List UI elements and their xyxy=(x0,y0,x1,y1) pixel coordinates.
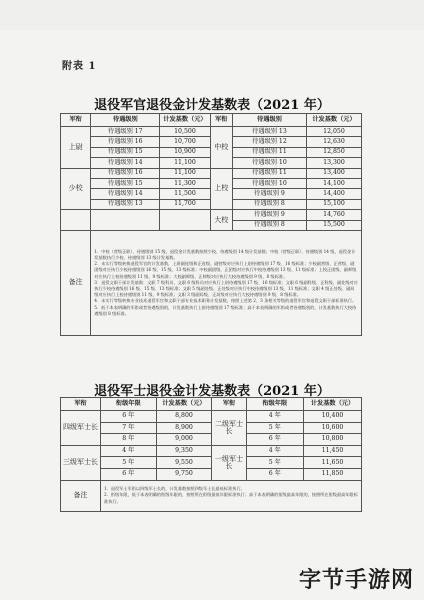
notes-label: 备注 xyxy=(61,480,101,511)
amount-cell: 11,650 xyxy=(304,457,362,469)
amount-cell: 14,100 xyxy=(306,178,361,188)
header-cell: 待遇级别 xyxy=(91,114,160,127)
amount-cell: 14,400 xyxy=(306,189,361,199)
level-cell: 待遇级别 10 xyxy=(233,178,307,188)
rank-cell: 中校 xyxy=(210,127,233,169)
table-row xyxy=(61,168,362,178)
amount-cell: 8,900 xyxy=(156,422,212,434)
rank-cell: 三级军士长 xyxy=(61,445,101,480)
officer-table xyxy=(60,113,362,336)
level-cell: 待遇级别 14 xyxy=(91,158,160,168)
level-cell: 待遇级别 8 xyxy=(233,199,307,209)
rank-cell: 一级军士长 xyxy=(212,445,246,480)
years-cell: 6 年 xyxy=(246,434,303,446)
years-cell: 8 年 xyxy=(101,434,157,446)
years-cell: 4 年 xyxy=(101,445,157,457)
header-cell: 计发基数（元） xyxy=(304,398,362,411)
amount-cell: 11,300 xyxy=(160,178,210,188)
level-cell: 待遇级别 9 xyxy=(233,210,307,220)
amount-cell: 9,000 xyxy=(156,434,212,446)
top-margin xyxy=(0,0,424,30)
amount-cell: 10,500 xyxy=(160,127,210,137)
note-text: 1．中校（营级正职）、待遇级别 15 级，退役金计发基数按照少校、待遇级别 14 级计发基数；中校（营级正职）、待遇级别 14 级，退役金计发基数执行少校、待遇级别 13 级计发基数。 xyxy=(94,248,356,260)
table-row xyxy=(61,457,362,469)
table-row xyxy=(61,411,362,423)
rank-cell: 大校 xyxy=(210,210,233,231)
table-row xyxy=(61,468,362,480)
notes-row xyxy=(61,480,362,511)
header-cell: 军衔 xyxy=(210,114,233,127)
amount-cell: 15,100 xyxy=(306,199,361,209)
level-cell: 待遇级别 11 xyxy=(233,147,307,157)
header-cell: 衔级年限 xyxy=(246,398,303,411)
amount-cell: 10,800 xyxy=(304,434,362,446)
table-row xyxy=(61,422,362,434)
years-cell: 6 年 xyxy=(101,468,157,480)
level-cell: 待遇级别 16 xyxy=(91,168,160,178)
appendix-label: 附表 1 xyxy=(62,61,97,72)
header-cell: 计发基数（元） xyxy=(160,114,210,127)
table1-title: 退役军官退役金计发基数表（2021 年） xyxy=(94,98,330,113)
note-text: 4．未实行等级转换专业技术退役军官和文职干部专业技术职务计发基数，按照上述第 2、3 条相关等级的退役军官和退役文职干部标准执行。 xyxy=(94,298,357,304)
level-cell: 待遇级别 15 xyxy=(91,178,160,188)
amount-cell: 11,450 xyxy=(304,445,362,457)
watermark: 字节手游网 xyxy=(298,568,414,593)
amount-cell: 12,050 xyxy=(306,127,361,137)
level-cell: 待遇级别 15 xyxy=(91,147,160,157)
amount-cell: 9,750 xyxy=(156,468,212,480)
rank-cell: 上校 xyxy=(210,168,233,210)
notes-label: 备注 xyxy=(61,230,91,335)
amount-cell: 9,550 xyxy=(156,457,212,469)
notes-row xyxy=(61,230,362,335)
years-cell: 5 年 xyxy=(101,457,157,469)
amount-cell: 11,100 xyxy=(160,168,210,178)
rank-cell: 少校 xyxy=(61,168,91,210)
table-row xyxy=(61,445,362,457)
note-text: 2．衔级年限，低于本表明确的衔级年限的，按照所在衔级最低年限标准执行；高于本表明确的衔级最高年限的，按照所在衔级最高年限标准执行。 xyxy=(104,492,358,504)
level-cell: 待遇级别 14 xyxy=(91,189,160,199)
amount-cell: 10,400 xyxy=(304,411,362,423)
amount-cell: 11,500 xyxy=(160,189,210,199)
amount-cell: 12,850 xyxy=(306,147,361,157)
table-header-row xyxy=(61,114,362,127)
years-cell: 6 年 xyxy=(246,468,303,480)
amount-cell: 10,600 xyxy=(304,422,362,434)
table-row xyxy=(61,127,362,137)
empty-cell xyxy=(160,210,210,231)
sergeant-table xyxy=(60,397,362,512)
level-cell: 待遇级别 17 xyxy=(91,127,160,137)
amount-cell: 15,500 xyxy=(306,220,361,230)
table2-title: 退役军士退役金计发基数表（2021 年） xyxy=(94,384,330,399)
level-cell: 待遇级别 13 xyxy=(233,127,307,137)
note-text: 1．退役军士军衔以四级军士长的，计发基数按照四级军士长最低标准执行。 xyxy=(104,486,245,492)
amount-cell: 11,850 xyxy=(304,468,362,480)
years-cell: 4 年 xyxy=(246,411,303,423)
header-cell: 军衔 xyxy=(61,398,101,411)
rank-cell: 二级军士长 xyxy=(212,411,246,446)
amount-cell: 11,100 xyxy=(160,158,210,168)
table-header-row xyxy=(61,398,362,411)
years-cell: 6 年 xyxy=(101,411,157,423)
note-text: 2．未实行等级转换退役军官的计发基数，上尉副连级和正连级、副营级对应执行上尉待遇级别 17 级、16 级标准；少校副营级、正营级、副团级对应执行少校待遇级别 16 级、15 级、13 级标准；中校副团级、正团级对应执行中校待遇级别 13 级、11 级标准；上校正团级、副师级对应执行上校待遇级别 11 级、9 级标准；大校副师级、正师级对应执行大校待遇级别 9 级、8 级标准。 xyxy=(94,261,357,279)
notes-cell xyxy=(101,480,362,511)
amount-cell: 10,700 xyxy=(160,137,210,147)
note-text: 3．退役文职干部计发基数：文职 7 级科员、文职 6 级科员对应执行上尉待遇级别 17 级、16 级标准；文职 6 级副科级、正科级、副处级对应执行少校待遇级别 16 级、15 级、13 级标准；文职 5 级副处级、正处级对应执行中校待遇级别 13 级、11 级标准；文职 4 级正处级、副局级对应执行上校待遇级别 11 级、9 级标准；文职 3 级副局级、正局级对应执行大校待遇级别 9 级、8 级标准。 xyxy=(94,279,358,298)
header-cell: 计发基数（元） xyxy=(306,114,361,127)
note-text: 5．低于本表明确的军衔或者待遇级别的，计发基数执行上尉待遇级别 17 级标准；高于本表明确的军衔或者待遇级别的，计发基数执行大校待遇级别 8 级标准。 xyxy=(94,304,357,316)
header-cell: 军衔 xyxy=(212,398,246,411)
level-cell: 待遇级别 11 xyxy=(233,168,307,178)
level-cell: 待遇级别 10 xyxy=(233,158,307,168)
amount-cell: 11,700 xyxy=(160,199,210,209)
years-cell: 5 年 xyxy=(246,457,303,469)
empty-cell xyxy=(91,210,160,231)
empty-cell xyxy=(61,210,91,231)
amount-cell: 12,630 xyxy=(306,137,361,147)
level-cell: 待遇级别 12 xyxy=(233,137,307,147)
level-cell: 待遇级别 9 xyxy=(233,189,307,199)
header-cell: 待遇级别 xyxy=(233,114,307,127)
header-cell: 军衔 xyxy=(61,114,91,127)
rank-cell: 四级军士长 xyxy=(61,411,101,446)
years-cell: 5 年 xyxy=(246,422,303,434)
years-cell: 4 年 xyxy=(246,445,303,457)
amount-cell: 13,300 xyxy=(306,158,361,168)
amount-cell: 10,900 xyxy=(160,147,210,157)
amount-cell: 9,350 xyxy=(156,445,212,457)
notes-cell xyxy=(91,230,362,335)
level-cell: 待遇级别 8 xyxy=(233,220,307,230)
header-cell: 衔级年限 xyxy=(101,398,157,411)
rank-cell: 上尉 xyxy=(61,127,91,169)
level-cell: 待遇级别 16 xyxy=(91,137,160,147)
amount-cell: 13,400 xyxy=(306,168,361,178)
header-cell: 计发基数（元） xyxy=(156,398,212,411)
amount-cell: 14,760 xyxy=(306,210,361,220)
level-cell: 待遇级别 13 xyxy=(91,199,160,209)
table-row xyxy=(61,434,362,446)
years-cell: 7 年 xyxy=(101,422,157,434)
amount-cell: 8,800 xyxy=(156,411,212,423)
table-row xyxy=(61,210,362,220)
